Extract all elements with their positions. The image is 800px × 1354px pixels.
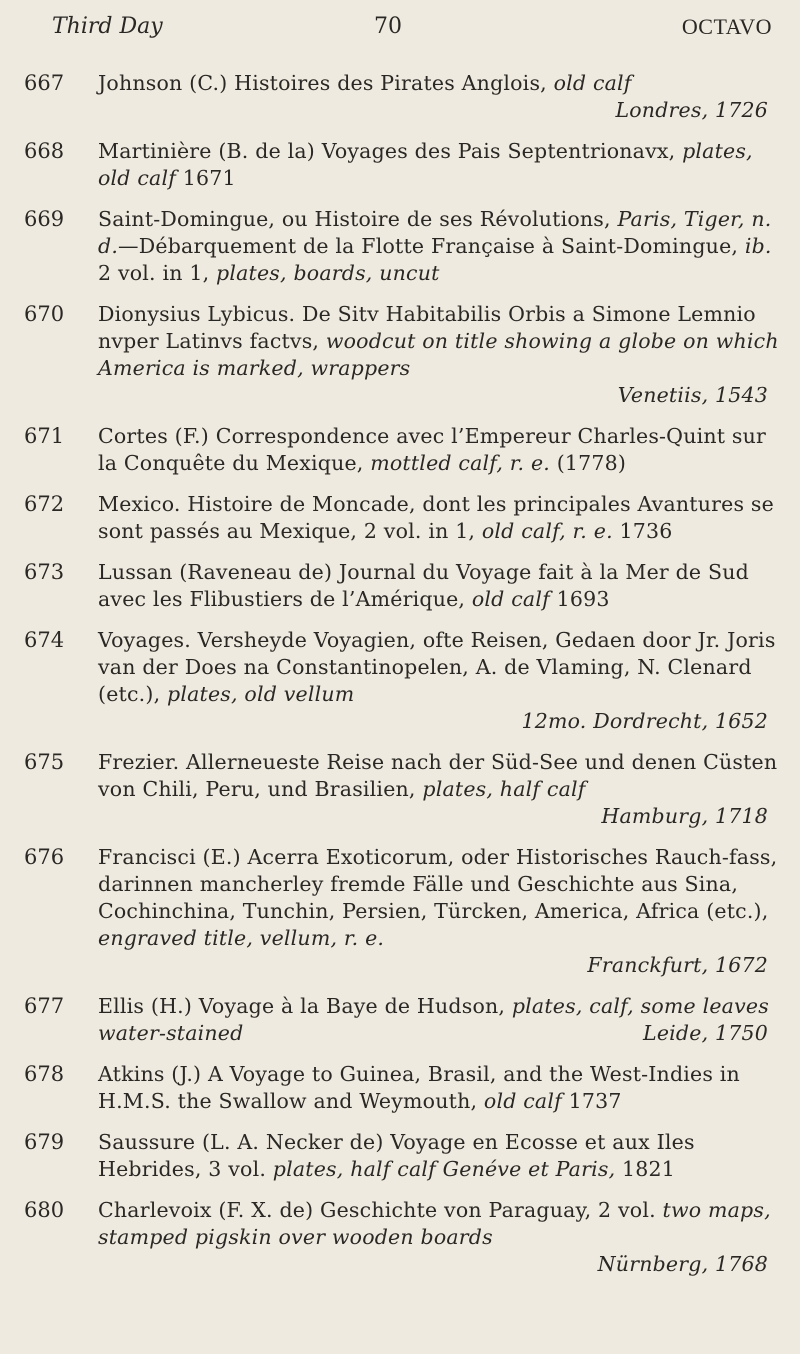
entry-condition: old calf <box>471 587 550 611</box>
entry-condition: two maps, stamped pigskin over wooden boards <box>98 1198 771 1249</box>
entry-text <box>98 559 780 613</box>
entry-678 <box>0 1061 800 1115</box>
entry-date: (1778) <box>556 451 627 475</box>
entry-title: Lussan (Raveneau de) Journal du Voyage fait à la Mer de Sud avec les Flibustiers de l’Amérique, <box>98 560 749 611</box>
entry-condition: engraved title, vellum, r. e. <box>98 926 385 950</box>
entry-668 <box>0 138 800 192</box>
entry-title: Frezier. Allerneueste Reise nach der Süd-See und denen Cüsten von Chili, Peru, und Brasilien, <box>98 750 778 801</box>
entry-671 <box>0 423 800 477</box>
entry-text <box>98 749 780 830</box>
entry-680 <box>0 1197 800 1278</box>
entry-672 <box>0 491 800 545</box>
entry-condition: plates, boards, uncut <box>216 261 440 285</box>
page-number: 70 <box>374 14 402 39</box>
entry-date: 1693 <box>556 587 610 611</box>
lot-number: 679 <box>24 1130 65 1154</box>
entry-673 <box>0 559 800 613</box>
entry-title: Mexico. Histoire de Moncade, dont les principales Avantures se sont passés au Mexique, 2 vol. in 1, <box>98 492 774 543</box>
page-header <box>52 14 772 48</box>
entry-place: Paris, Tiger, n. d. <box>98 207 772 258</box>
entry-title: Johnson (C.) Histoires des Pirates Anglois, <box>98 71 547 95</box>
lot-number: 680 <box>24 1198 65 1222</box>
section-title: Third Day <box>52 14 163 39</box>
entry-677 <box>0 993 800 1047</box>
entry-676 <box>0 844 800 979</box>
entry-title: Dionysius Lybicus. De Sitv Habitabilis Orbis a Simone Lemnio nvper Latinvs factvs, <box>98 302 756 353</box>
entry-imprint: Nürnberg, 1768 <box>597 1252 768 1276</box>
entry-text <box>98 206 780 287</box>
entry-condition: old calf <box>553 71 632 95</box>
lot-number: 672 <box>24 492 65 516</box>
entry-condition: woodcut on title showing a globe on which America is marked, wrappers <box>98 329 779 380</box>
entry-674 <box>0 627 800 735</box>
entry-volumes: 2 vol. in 1, <box>98 261 210 285</box>
format-label: OCTAVO <box>681 14 772 39</box>
lot-number: 675 <box>24 750 65 774</box>
entry-title: Charlevoix (F. X. de) Geschichte von Paraguay, 2 vol. <box>98 1198 656 1222</box>
entry-title: Saussure (L. A. Necker de) Voyage en Ecosse et aux Iles Hebrides, 3 vol. <box>98 1130 695 1181</box>
entry-condition: mottled calf, r. e. <box>370 451 551 475</box>
lot-number: 674 <box>24 628 65 652</box>
entry-text <box>98 1197 780 1278</box>
entry-text <box>98 1129 780 1183</box>
entry-imprint: Franckfurt, 1672 <box>587 953 768 977</box>
entry-imprint: Leide, 1750 <box>643 1021 768 1045</box>
entry-date: 1671 <box>182 166 236 190</box>
entry-title: Francisci (E.) Acerra Exoticorum, oder Historisches Rauch-fass, darinnen mancherley fremde Fälle und Geschichte aus Sina, Cochinchina, Tunchin, Persien, Türcken, America, Africa (etc.), <box>98 845 778 923</box>
entry-condition: plates, calf, some leaves water-stained <box>98 994 769 1045</box>
lot-number: 671 <box>24 424 65 448</box>
entry-imprint: 12mo. Dordrecht, 1652 <box>521 709 768 733</box>
entry-date: 1737 <box>568 1089 622 1113</box>
entry-title: Saint-Domingue, ou Histoire de ses Révolutions, <box>98 207 611 231</box>
entry-title: Martinière (B. de la) Voyages des Pais Septentrionavx, <box>98 139 676 163</box>
entry-title: Cortes (F.) Correspondence avec l’Empereur Charles-Quint sur la Conquête du Mexique, <box>98 424 767 475</box>
entry-text <box>98 138 780 192</box>
entry-imprint: Londres, 1726 <box>615 98 768 122</box>
entry-670 <box>0 301 800 409</box>
entry-text <box>98 491 780 545</box>
lot-number: 667 <box>24 71 65 95</box>
lot-number: 673 <box>24 560 65 584</box>
entry-imprint: Venetiis, 1543 <box>617 383 768 407</box>
entry-text <box>98 1061 780 1115</box>
lot-number: 678 <box>24 1062 65 1086</box>
lot-number: 668 <box>24 139 65 163</box>
lot-number: 669 <box>24 207 65 231</box>
entry-title: Voyages. Versheyde Voyagien, ofte Reisen, Gedaen door Jr. Joris van der Does na Constantinopelen, A. de Vlaming, N. Clenard (etc.), <box>98 628 776 706</box>
entry-667 <box>0 70 800 124</box>
entry-title-second: —Débarquement de la Flotte Française à Saint-Domingue, <box>118 234 739 258</box>
entry-text <box>98 844 780 979</box>
entry-title: Atkins (J.) A Voyage to Guinea, Brasil, and the West-Indies in H.M.S. the Swallow and Weymouth, <box>98 1062 740 1113</box>
entry-text <box>98 70 780 124</box>
lot-number: 676 <box>24 845 65 869</box>
entry-condition: plates, half calf <box>422 777 586 801</box>
entry-title: Ellis (H.) Voyage à la Baye de Hudson, <box>98 994 506 1018</box>
entry-text <box>98 993 780 1047</box>
entry-ibid: ib. <box>744 234 772 258</box>
entry-679 <box>0 1129 800 1183</box>
entry-condition: plates, old vellum <box>167 682 355 706</box>
entry-text <box>98 627 780 735</box>
entry-date: 1736 <box>619 519 673 543</box>
entry-text <box>98 301 780 409</box>
entry-condition: old calf <box>483 1089 562 1113</box>
entry-condition: old calf, r. e. <box>481 519 613 543</box>
entry-condition: plates, half calf <box>272 1157 436 1181</box>
entry-place: Genéve et Paris, <box>442 1157 616 1181</box>
entry-condition: plates, old calf <box>98 139 753 190</box>
entry-669 <box>0 206 800 287</box>
catalogue-entries <box>0 70 800 1292</box>
entry-imprint: Hamburg, 1718 <box>601 804 768 828</box>
entry-675 <box>0 749 800 830</box>
lot-number: 670 <box>24 302 65 326</box>
entry-text <box>98 423 780 477</box>
lot-number: 677 <box>24 994 65 1018</box>
entry-date: 1821 <box>622 1157 676 1181</box>
